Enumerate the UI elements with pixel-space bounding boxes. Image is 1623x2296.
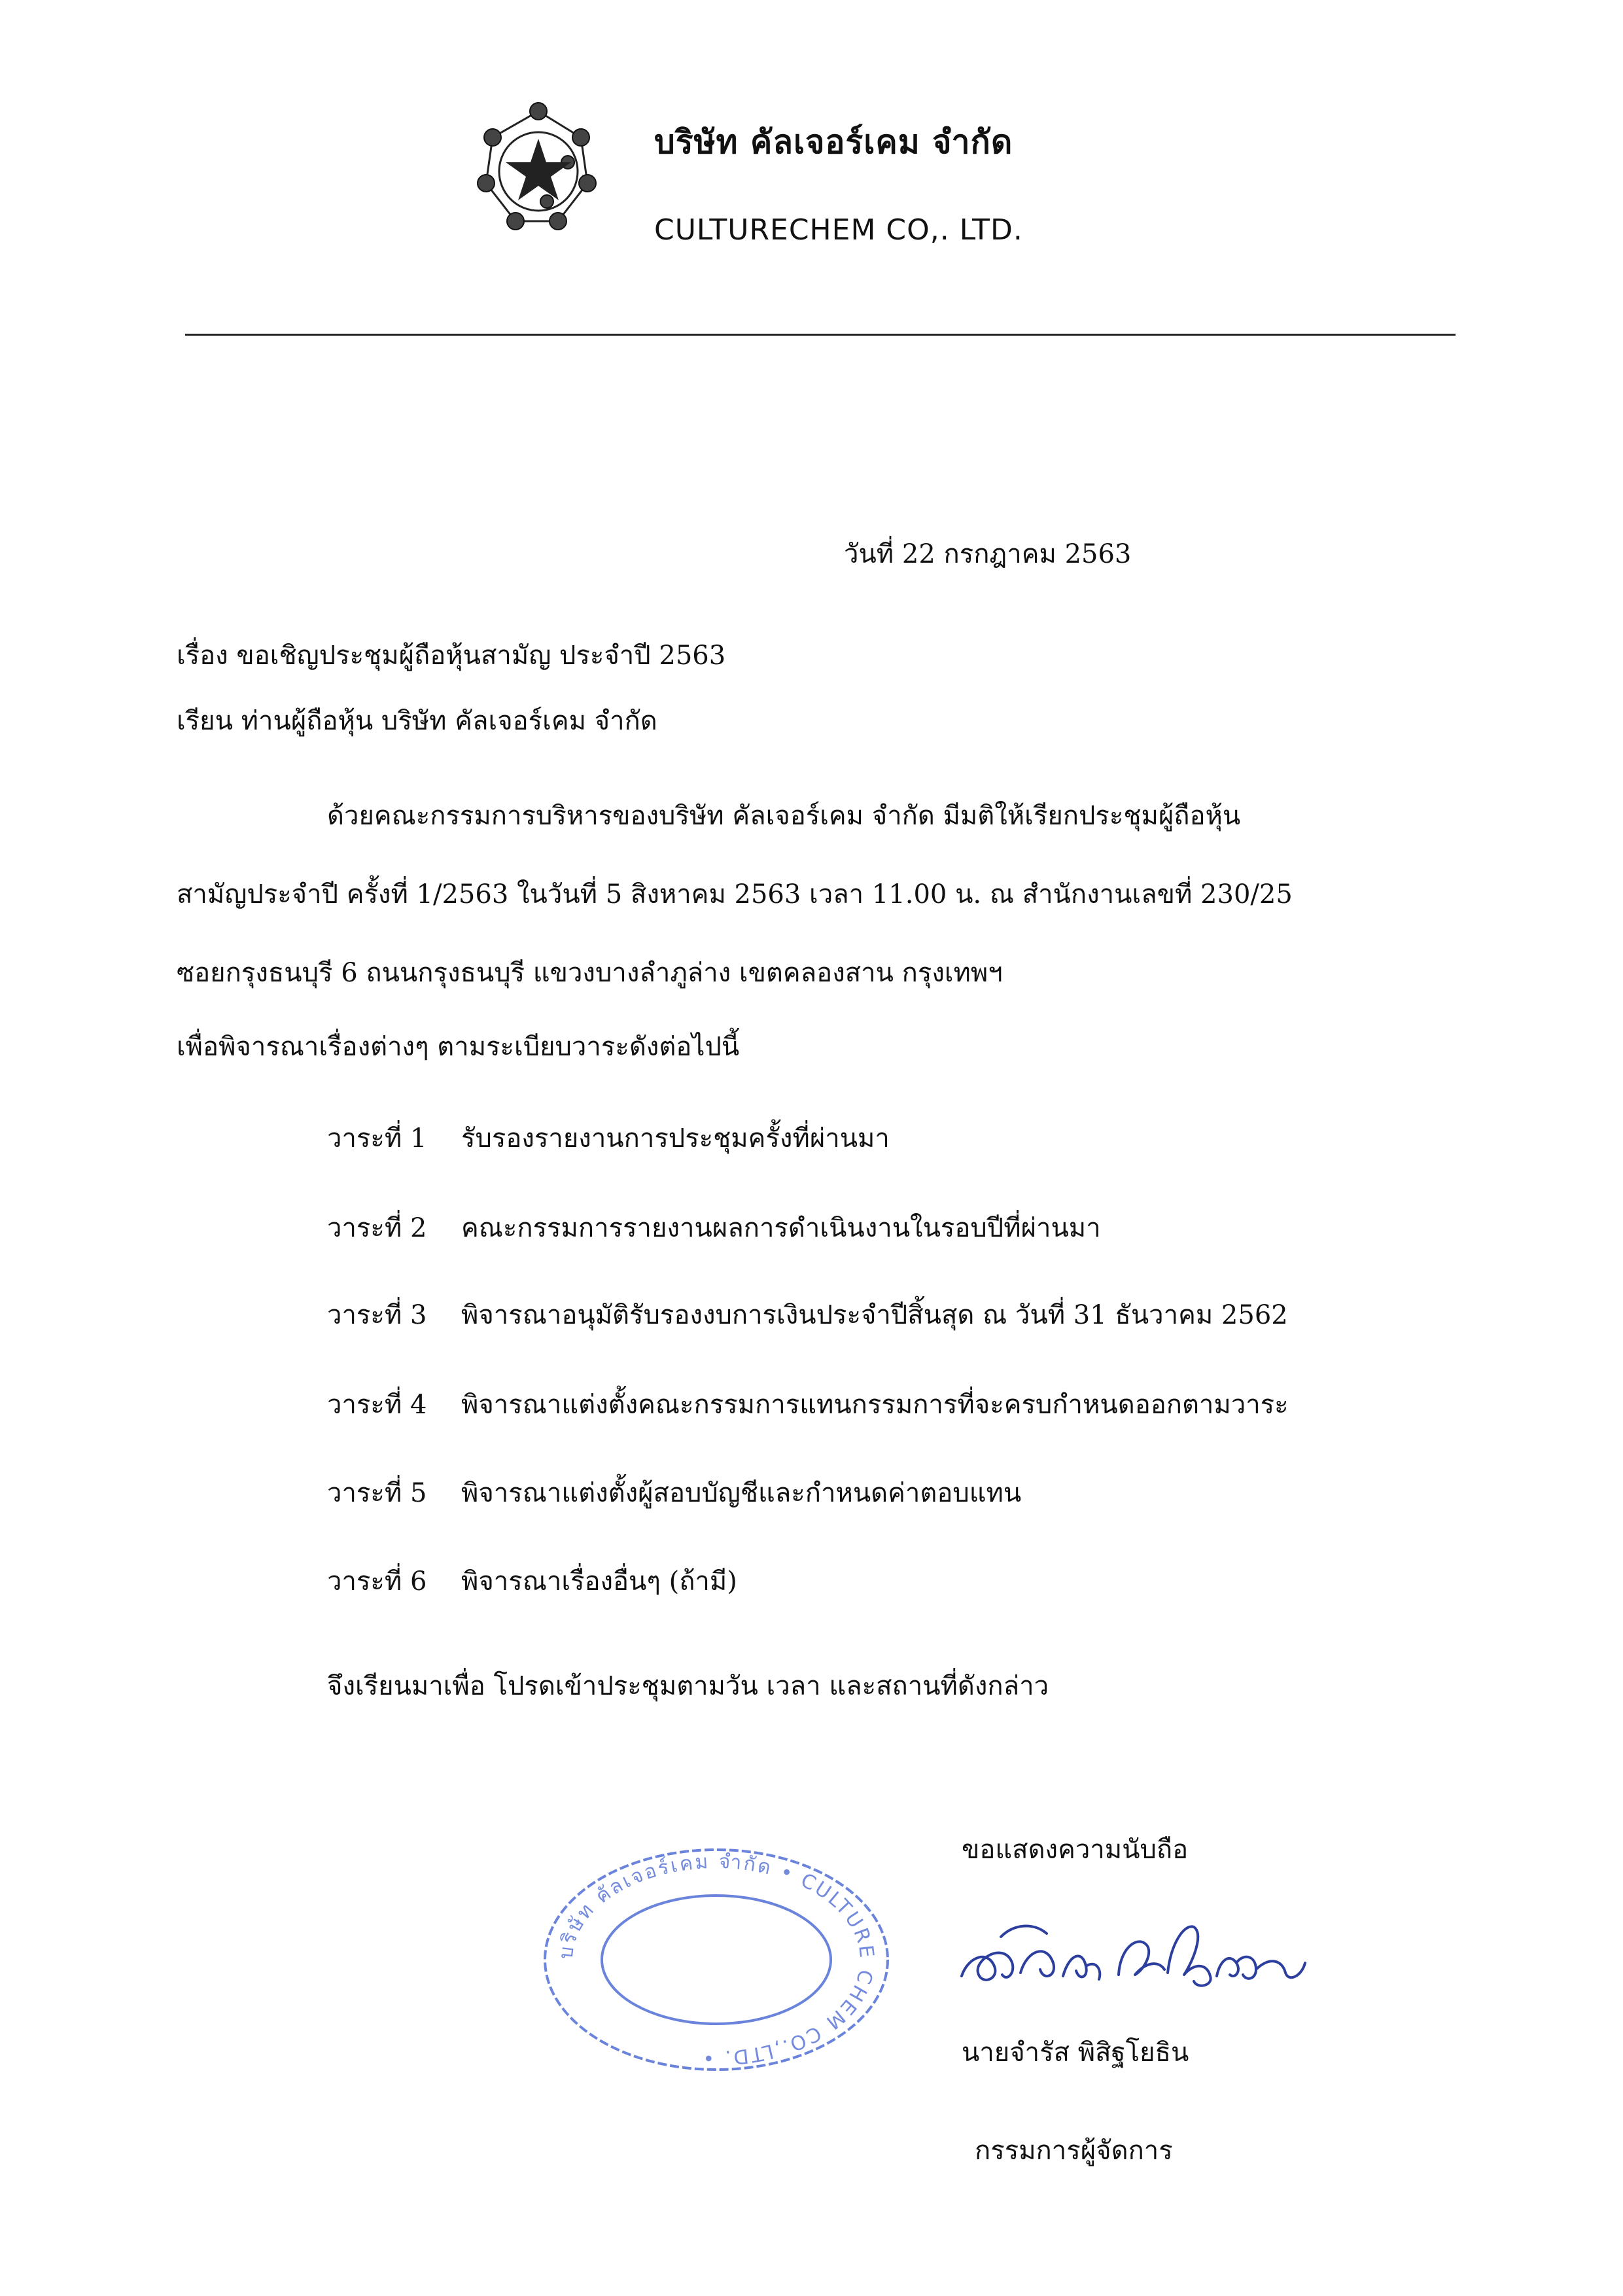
letterhead-divider (185, 334, 1456, 336)
agenda-text: พิจารณาแต่งตั้งผู้สอบบัญชีและกำหนดค่าตอบแทน (461, 1478, 1022, 1508)
agenda-text: พิจารณาเรื่องอื่นๆ (ถ้ามี) (461, 1566, 737, 1597)
agenda-text: คณะกรรมการรายงานผลการดำเนินงานในรอบปีที่ผ่านมา (461, 1213, 1101, 1243)
agenda-label: วาระที่ 6 (327, 1566, 427, 1597)
letter-date: วันที่ 22 กรกฎาคม 2563 (844, 539, 1132, 569)
letter-recipient: เรียน ท่านผู้ถือหุ้น บริษัท คัลเจอร์เคม จำกัด (177, 706, 657, 736)
body-line: ด้วยคณะกรรมการบริหารของบริษัท คัลเจอร์เคม จำกัด มีมติให้เรียกประชุมผู้ถือหุ้น (327, 801, 1241, 831)
closing-sentence: จึงเรียนมาเพื่อ โปรดเข้าประชุมตามวัน เวลา และสถานที่ดังกล่าว (327, 1671, 1049, 1701)
svg-text:บริษัท คัลเจอร์เคม จำกัด • CUL: บริษัท คัลเจอร์เคม จำกัด • CULTURE CHEM CO.,LTD. • (554, 1850, 879, 2070)
company-logo (470, 98, 607, 236)
body-line: ซอยกรุงธนบุรี 6 ถนนกรุงธนบุรี แขวงบางลำภูล่าง เขตคลองสาน กรุงเทพฯ (177, 958, 1003, 988)
body-line: สามัญประจำปี ครั้งที่ 1/2563 ในวันที่ 5 สิงหาคม 2563 เวลา 11.00 น. ณ สำนักงานเลขที่ 230/25 (177, 879, 1293, 910)
letter-subject: เรื่อง ขอเชิญประชุมผู้ถือหุ้นสามัญ ประจำปี 2563 (177, 641, 726, 671)
agenda-label: วาระที่ 3 (327, 1300, 427, 1330)
company-name-thai: บริษัท คัลเจอร์เคม จำกัด (654, 123, 1013, 161)
star-molecule-icon (470, 98, 607, 236)
handwritten-signature (949, 1898, 1315, 2012)
body-line: เพื่อพิจารณาเรื่องต่างๆ ตามระเบียบวาระดังต่อไปนี้ (177, 1032, 740, 1062)
agenda-text: รับรองรายงานการประชุมครั้งที่ผ่านมา (461, 1123, 890, 1154)
signer-name: นายจำรัส พิสิฐโยธิน (962, 2038, 1189, 2068)
agenda-label: วาระที่ 1 (327, 1123, 427, 1154)
agenda-label: วาระที่ 4 (327, 1390, 427, 1420)
company-name-english: CULTURECHEM CO,. LTD. (654, 213, 1023, 247)
company-stamp (533, 1842, 899, 2077)
agenda-text: พิจารณาแต่งตั้งคณะกรรมการแทนกรรมการที่จะครบกำหนดออกตามวาระ (461, 1390, 1289, 1420)
agenda-text: พิจารณาอนุมัติรับรองงบการเงินประจำปีสิ้นสุด ณ วันที่ 31 ธันวาคม 2562 (461, 1300, 1288, 1330)
agenda-label: วาระที่ 2 (327, 1213, 427, 1243)
signer-position: กรรมการผู้จัดการ (975, 2136, 1173, 2166)
regards-text: ขอแสดงความนับถือ (962, 1835, 1189, 1865)
agenda-label: วาระที่ 5 (327, 1478, 427, 1508)
